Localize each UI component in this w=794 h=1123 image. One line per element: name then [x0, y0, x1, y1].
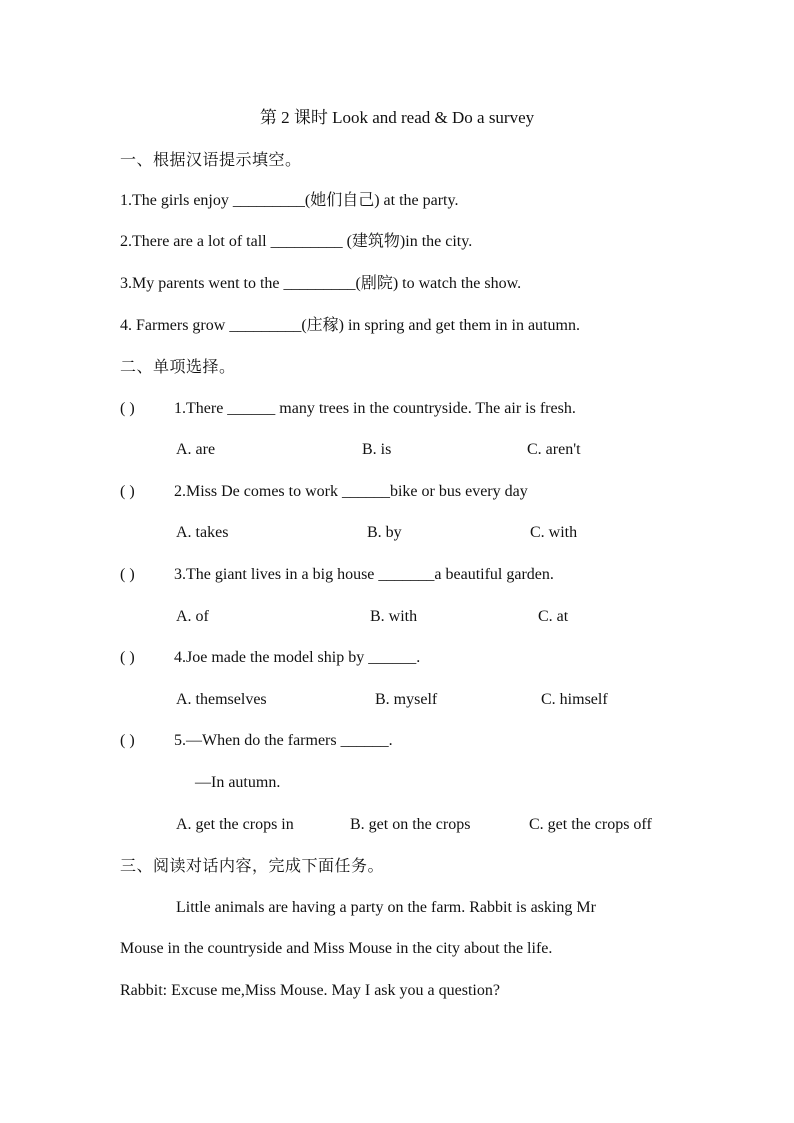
question-4-option-c: C. himself [541, 691, 608, 708]
fill-item-2: 2.There are a lot of tall _________ (建筑物)in the city. [120, 233, 473, 250]
answer-bracket-3: ( ) [120, 566, 135, 583]
answer-bracket-1: ( ) [120, 400, 135, 417]
reading-paragraph-line-1: Little animals are having a party on the farm. Rabbit is asking Mr [176, 899, 596, 916]
question-5-option-c: C. get the crops off [529, 816, 652, 833]
question-5-option-a: A. get the crops in [176, 816, 294, 833]
question-1-stem: 1.There ______ many trees in the countryside. The air is fresh. [174, 400, 576, 417]
fill-item-3: 3.My parents went to the _________(剧院) to watch the show. [120, 275, 522, 292]
question-1-option-b: B. is [362, 441, 392, 458]
question-2-option-a: A. takes [176, 524, 229, 541]
fill-item-1: 1.The girls enjoy _________(她们自己) at the party. [120, 192, 459, 209]
fill-item-4: 4. Farmers grow _________(庄稼) in spring and get them in in autumn. [120, 317, 580, 334]
section-3-heading: 三、阅读对话内容，完成下面任务。 [120, 856, 385, 875]
question-5-stem: 5.—When do the farmers ______. [174, 732, 393, 749]
question-4-option-b: B. myself [375, 691, 438, 708]
question-3-option-b: B. with [370, 608, 418, 625]
answer-bracket-5: ( ) [120, 732, 135, 749]
question-5-answer: —In autumn. [195, 774, 281, 791]
question-4-option-a: A. themselves [176, 691, 267, 708]
page-title: 第 2 课时 Look and read & Do a survey [259, 108, 535, 127]
question-2-stem: 2.Miss De comes to work ______bike or bus every day [174, 483, 528, 500]
dialogue-line-1: Rabbit: Excuse me,Miss Mouse. May I ask you a question? [120, 982, 500, 999]
question-4-stem: 4.Joe made the model ship by ______. [174, 649, 421, 666]
section-2-heading: 二、单项选择。 [120, 357, 236, 376]
question-3-stem: 3.The giant lives in a big house _______a beautiful garden. [174, 566, 554, 583]
question-2-option-b: B. by [367, 524, 402, 541]
answer-bracket-2: ( ) [120, 483, 135, 500]
reading-paragraph-line-2: Mouse in the countryside and Miss Mouse in the city about the life. [120, 940, 553, 957]
question-3-option-a: A. of [176, 608, 209, 625]
question-1-option-a: A. are [176, 441, 216, 458]
question-5-option-b: B. get on the crops [350, 816, 471, 833]
question-2-option-c: C. with [530, 524, 578, 541]
section-1-heading: 一、根据汉语提示填空。 [120, 150, 302, 169]
question-1-option-c: C. aren't [527, 441, 581, 458]
question-3-option-c: C. at [538, 608, 569, 625]
answer-bracket-4: ( ) [120, 649, 135, 666]
